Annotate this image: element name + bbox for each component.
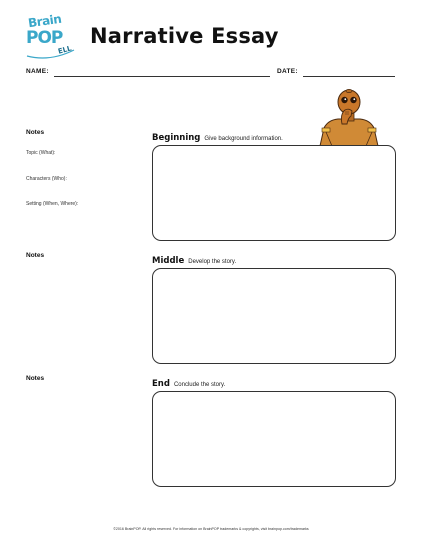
logo-brain-text: Brain — [27, 11, 63, 31]
prompt-topic: Topic (What): — [26, 150, 56, 156]
prompt-characters: Characters (Who): — [26, 176, 67, 182]
date-line[interactable] — [303, 76, 395, 77]
middle-writing-box[interactable] — [152, 268, 396, 364]
moby-robot-icon — [318, 88, 380, 146]
name-line[interactable] — [54, 76, 270, 77]
notes-label-beginning: Notes — [26, 129, 45, 136]
section-desc-middle: Develop the story. — [188, 259, 237, 265]
prompt-setting: Setting (When, Where): — [26, 201, 79, 207]
section-desc-end: Conclude the story. — [173, 382, 226, 388]
logo-ell-text: ELL — [57, 44, 73, 56]
logo-pop-text: POP — [26, 28, 63, 48]
end-writing-box[interactable] — [152, 391, 396, 487]
section-desc-beginning: Give background information. — [204, 136, 283, 142]
copyright-footer: ©2016 BrainPOP. All rights reserved. For information on BrainPOP trademarks & copyrights, visit brainpop.com/trademarks — [113, 527, 309, 531]
section-title-beginning: Beginning — [152, 133, 201, 143]
section-heading-end — [152, 373, 225, 391]
section-heading-beginning — [152, 127, 283, 145]
notes-label-middle: Notes — [26, 252, 45, 259]
section-title-end: End — [152, 379, 170, 389]
date-label: DATE: — [277, 68, 298, 75]
brainpop-ell-logo — [24, 12, 76, 60]
notes-label-end: Notes — [26, 375, 45, 382]
name-label: NAME: — [26, 68, 49, 75]
section-heading-middle — [152, 250, 236, 268]
page-title: Narrative Essay — [90, 24, 279, 48]
section-title-middle: Middle — [152, 256, 185, 266]
beginning-writing-box[interactable] — [152, 145, 396, 241]
